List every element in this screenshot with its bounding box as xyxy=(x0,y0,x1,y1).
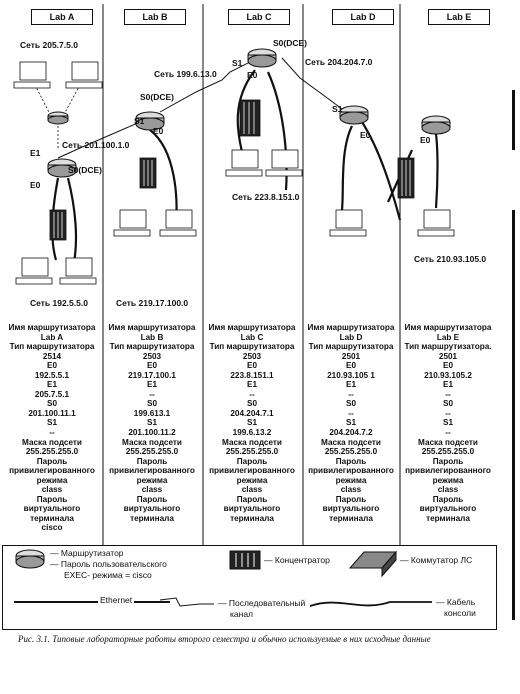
lab-a-network-label: Сеть 192.5.5.0 xyxy=(30,298,88,308)
lab-field: Имя маршрутизатора xyxy=(307,323,395,332)
pc-a4-icon xyxy=(60,258,96,284)
lab-field: -- xyxy=(348,389,354,399)
lab-field: class xyxy=(340,485,362,495)
lab-field: 255.255.255.0 xyxy=(225,447,279,457)
lab-field xyxy=(104,523,200,533)
lab-field: 204.204.7.1 xyxy=(230,408,274,418)
lab-field: терминала xyxy=(426,513,470,523)
lab-field: 2503 xyxy=(142,351,162,361)
lab-field: Имя маршрутизатора xyxy=(208,323,296,332)
lab-field: 210.93.105 1 xyxy=(327,370,375,380)
lab-field: 219.17.100.1 xyxy=(128,370,176,380)
lab-field: -- xyxy=(149,389,155,399)
pc-e1-icon xyxy=(418,210,454,236)
lab-field: S1 xyxy=(146,418,157,428)
lab-field: Маска подсети xyxy=(122,437,182,447)
lab-field: режима xyxy=(335,475,367,485)
legend-console-label-1: — Кабель xyxy=(436,597,476,607)
lab-field: Lab D xyxy=(339,332,363,342)
net-205-label: Сеть 205.7.5.0 xyxy=(20,40,78,50)
lab-field: Имя маршрутизатора xyxy=(404,323,492,332)
lab-field: class xyxy=(241,485,263,495)
lab-field: 255.255.255.0 xyxy=(25,447,79,457)
router-lab-d-icon xyxy=(340,106,368,124)
lab-field: привилегированного xyxy=(109,466,195,476)
lab-field: Пароль xyxy=(36,456,68,466)
lab-field: 210.93.105.2 xyxy=(424,370,472,380)
lab-field: E0 xyxy=(246,361,257,371)
lab-field: S0 xyxy=(345,399,356,409)
a-e1-label: E1 xyxy=(30,148,41,158)
legend-serial-label-2: канал xyxy=(230,609,254,619)
lab-field: Тип маршрутизатора xyxy=(209,342,295,352)
lab-field: E0 xyxy=(442,361,453,371)
lab-field: режима xyxy=(236,475,268,485)
page-edge-mark xyxy=(512,90,515,150)
lab-field: Маска подсети xyxy=(22,437,82,447)
lab-field: Пароль xyxy=(432,456,464,466)
lab-field: Пароль xyxy=(236,494,268,504)
lab-field: Пароль xyxy=(236,456,268,466)
legend-router-label: — Маршрутизатор xyxy=(50,548,124,558)
lab-c-column xyxy=(204,323,300,533)
legend-ethernet-label: Ethernet xyxy=(100,595,133,605)
lab-field: Lab C xyxy=(240,332,264,342)
c-e0-label: E0 xyxy=(247,70,258,80)
b-s0dce-label: S0(DCE) xyxy=(140,92,175,102)
lab-field: S0 xyxy=(146,399,157,409)
lab-field: Пароль xyxy=(136,494,168,504)
lab-field: E1 xyxy=(442,380,453,390)
page-edge-mark xyxy=(512,210,515,620)
lab-field: 201.100.11.1 xyxy=(28,408,76,418)
router-lab-c-icon xyxy=(248,49,276,67)
lab-field: Lab E xyxy=(436,332,460,342)
b-e0-label: E0 xyxy=(153,126,164,136)
lab-field: терминала xyxy=(329,513,373,523)
pc-b1-icon xyxy=(114,210,150,236)
lab-field: S0 xyxy=(442,399,453,409)
hub-lab-c-icon xyxy=(240,100,260,136)
legend-password-label-2: EXEC- режима = cisco xyxy=(64,570,152,580)
legend-switch-label: — Коммутатор ЛС xyxy=(400,555,473,565)
lab-field: Пароль xyxy=(36,494,68,504)
lab-field: 204.204.7.2 xyxy=(329,428,373,438)
lab-e-header: Lab E xyxy=(428,9,490,25)
lab-field: -- xyxy=(445,408,451,418)
net-223-label: Сеть 223.8.151.0 xyxy=(232,192,300,202)
d-s1-label: S1 xyxy=(332,104,343,114)
lab-field: 255.255.255.0 xyxy=(324,447,378,457)
c-s1-label: S1 xyxy=(232,58,243,68)
lab-field: 2501 xyxy=(341,351,361,361)
lab-b-column xyxy=(104,323,200,533)
lab-field: S1 xyxy=(246,418,257,428)
legend-serial-label-1: — Последовательный xyxy=(218,598,306,608)
lab-field: E1 xyxy=(246,380,257,390)
lab-field: 2503 xyxy=(242,351,262,361)
lab-field: 255.255.255.0 xyxy=(125,447,179,457)
lab-a-header: Lab A xyxy=(31,9,93,25)
router-lab-e-icon xyxy=(422,116,450,134)
lab-field: Lab B xyxy=(140,332,164,342)
a-e0-label: E0 xyxy=(30,180,41,190)
lab-e-network-label: Сеть 210.93.105.0 xyxy=(414,254,487,264)
lab-field: терминала xyxy=(130,513,174,523)
pc-a2-icon xyxy=(66,62,102,88)
lab-field: 205.7.5.1 xyxy=(34,389,70,399)
lab-field: 192.5.5.1 xyxy=(34,370,70,380)
lab-field: -- xyxy=(445,428,451,438)
lab-field: виртуального xyxy=(123,504,181,514)
lab-a-column xyxy=(4,323,100,533)
lab-field: S0 xyxy=(246,399,257,409)
lab-field: 199.613.1 xyxy=(133,408,171,418)
lab-field: E1 xyxy=(345,380,356,390)
lab-field: Пароль xyxy=(432,494,464,504)
figure-caption: Рис. 3.1. Типовые лабораторные работы второго семестра и обычно используемые в них исходные данные xyxy=(18,634,431,644)
lab-field: E0 xyxy=(46,361,57,371)
lab-field: S0 xyxy=(46,399,57,409)
lab-field: виртуального xyxy=(23,504,81,514)
lab-field: Маска подсети xyxy=(321,437,381,447)
lab-field: 199.6.13.2 xyxy=(232,428,272,438)
lab-field: class xyxy=(141,485,163,495)
lab-field: виртуального xyxy=(419,504,477,514)
lab-d-column xyxy=(303,323,399,533)
lab-field: class xyxy=(437,485,459,495)
lab-field: -- xyxy=(445,389,451,399)
lab-field: E0 xyxy=(345,361,356,371)
lab-field: привилегированного xyxy=(405,466,491,476)
hub-lab-a-icon xyxy=(50,210,66,240)
lab-b-header: Lab B xyxy=(124,9,186,25)
lab-c-header: Lab C xyxy=(228,9,290,25)
net-204-label: Сеть 204.204.7.0 xyxy=(305,57,373,67)
lab-field: 255.255.255.0 xyxy=(421,447,475,457)
lab-field: E0 xyxy=(146,361,157,371)
lab-field: class xyxy=(41,485,63,495)
lab-field: -- xyxy=(49,428,55,438)
lab-b-network-label: Сеть 219.17.100.0 xyxy=(116,298,189,308)
legend-password-label-1: — Пароль пользовательского xyxy=(50,559,167,569)
lab-field: привилегированного xyxy=(209,466,295,476)
lab-field: Маска подсети xyxy=(222,437,282,447)
lab-field: Пароль xyxy=(136,456,168,466)
pc-a3-icon xyxy=(16,258,52,284)
lab-field: E1 xyxy=(46,380,57,390)
lab-field: 2501 xyxy=(438,351,458,361)
lab-field: 223.8.151.1 xyxy=(230,370,274,380)
legend-hub-label: — Концентратор xyxy=(264,555,330,565)
pc-b2-icon xyxy=(160,210,196,236)
lab-field: режима xyxy=(432,475,464,485)
lab-field: Тип маршрутизатора. xyxy=(404,342,492,352)
c-s0dce-label: S0(DCE) xyxy=(273,38,308,48)
lab-field: режима xyxy=(136,475,168,485)
router-lab-a-top-icon xyxy=(48,112,68,124)
lab-field: -- xyxy=(249,389,255,399)
pc-c2-icon xyxy=(266,150,302,176)
lab-field xyxy=(303,523,399,533)
lab-field: виртуального xyxy=(322,504,380,514)
lab-field: Тип маршрутизатора xyxy=(9,342,95,352)
lab-field: Тип маршрутизатора xyxy=(109,342,195,352)
lab-field: Пароль xyxy=(335,494,367,504)
pc-c1-icon xyxy=(226,150,262,176)
lab-field: режима xyxy=(36,475,68,485)
lab-field: -- xyxy=(348,408,354,418)
lab-field: Маска подсети xyxy=(418,437,478,447)
net-199-label: Сеть 199.6.13.0 xyxy=(154,69,217,79)
lab-field: cisco xyxy=(41,523,63,533)
lab-field: S1 xyxy=(345,418,356,428)
lab-field: S1 xyxy=(442,418,453,428)
d-e0-label: E0 xyxy=(360,130,371,140)
lab-field: терминала xyxy=(230,513,274,523)
a-s0dce-label: S0(DCE) xyxy=(68,165,103,175)
b-s1-label: S1 xyxy=(134,116,145,126)
legend-console-label-2: консоли xyxy=(444,608,476,618)
lab-field: привилегированного xyxy=(308,466,394,476)
lab-field: Пароль xyxy=(335,456,367,466)
lab-field: Тип маршрутизатора xyxy=(308,342,394,352)
lab-field: Имя маршрутизатора xyxy=(8,323,96,332)
e-e0-label: E0 xyxy=(420,135,431,145)
lab-field xyxy=(204,523,300,533)
lab-field: 2514 xyxy=(42,351,62,361)
lab-field: E1 xyxy=(146,380,157,390)
pc-a1-icon xyxy=(14,62,50,88)
lab-field: 201.100.11.2 xyxy=(128,428,176,438)
pc-d1-icon xyxy=(330,210,366,236)
hub-lab-d-icon xyxy=(398,158,414,198)
net-201-label: Сеть 201.100.1.0 xyxy=(62,140,130,150)
lab-field xyxy=(400,523,496,533)
lab-field: S1 xyxy=(46,418,57,428)
lab-field: виртуального xyxy=(223,504,281,514)
lab-field: Lab A xyxy=(40,332,64,342)
hub-lab-b-icon xyxy=(140,158,156,188)
lab-field: привилегированного xyxy=(9,466,95,476)
lab-field: Имя маршрутизатора xyxy=(108,323,196,332)
lab-field: терминала xyxy=(30,513,74,523)
lab-e-column xyxy=(400,323,496,533)
lab-d-header: Lab D xyxy=(332,9,394,25)
